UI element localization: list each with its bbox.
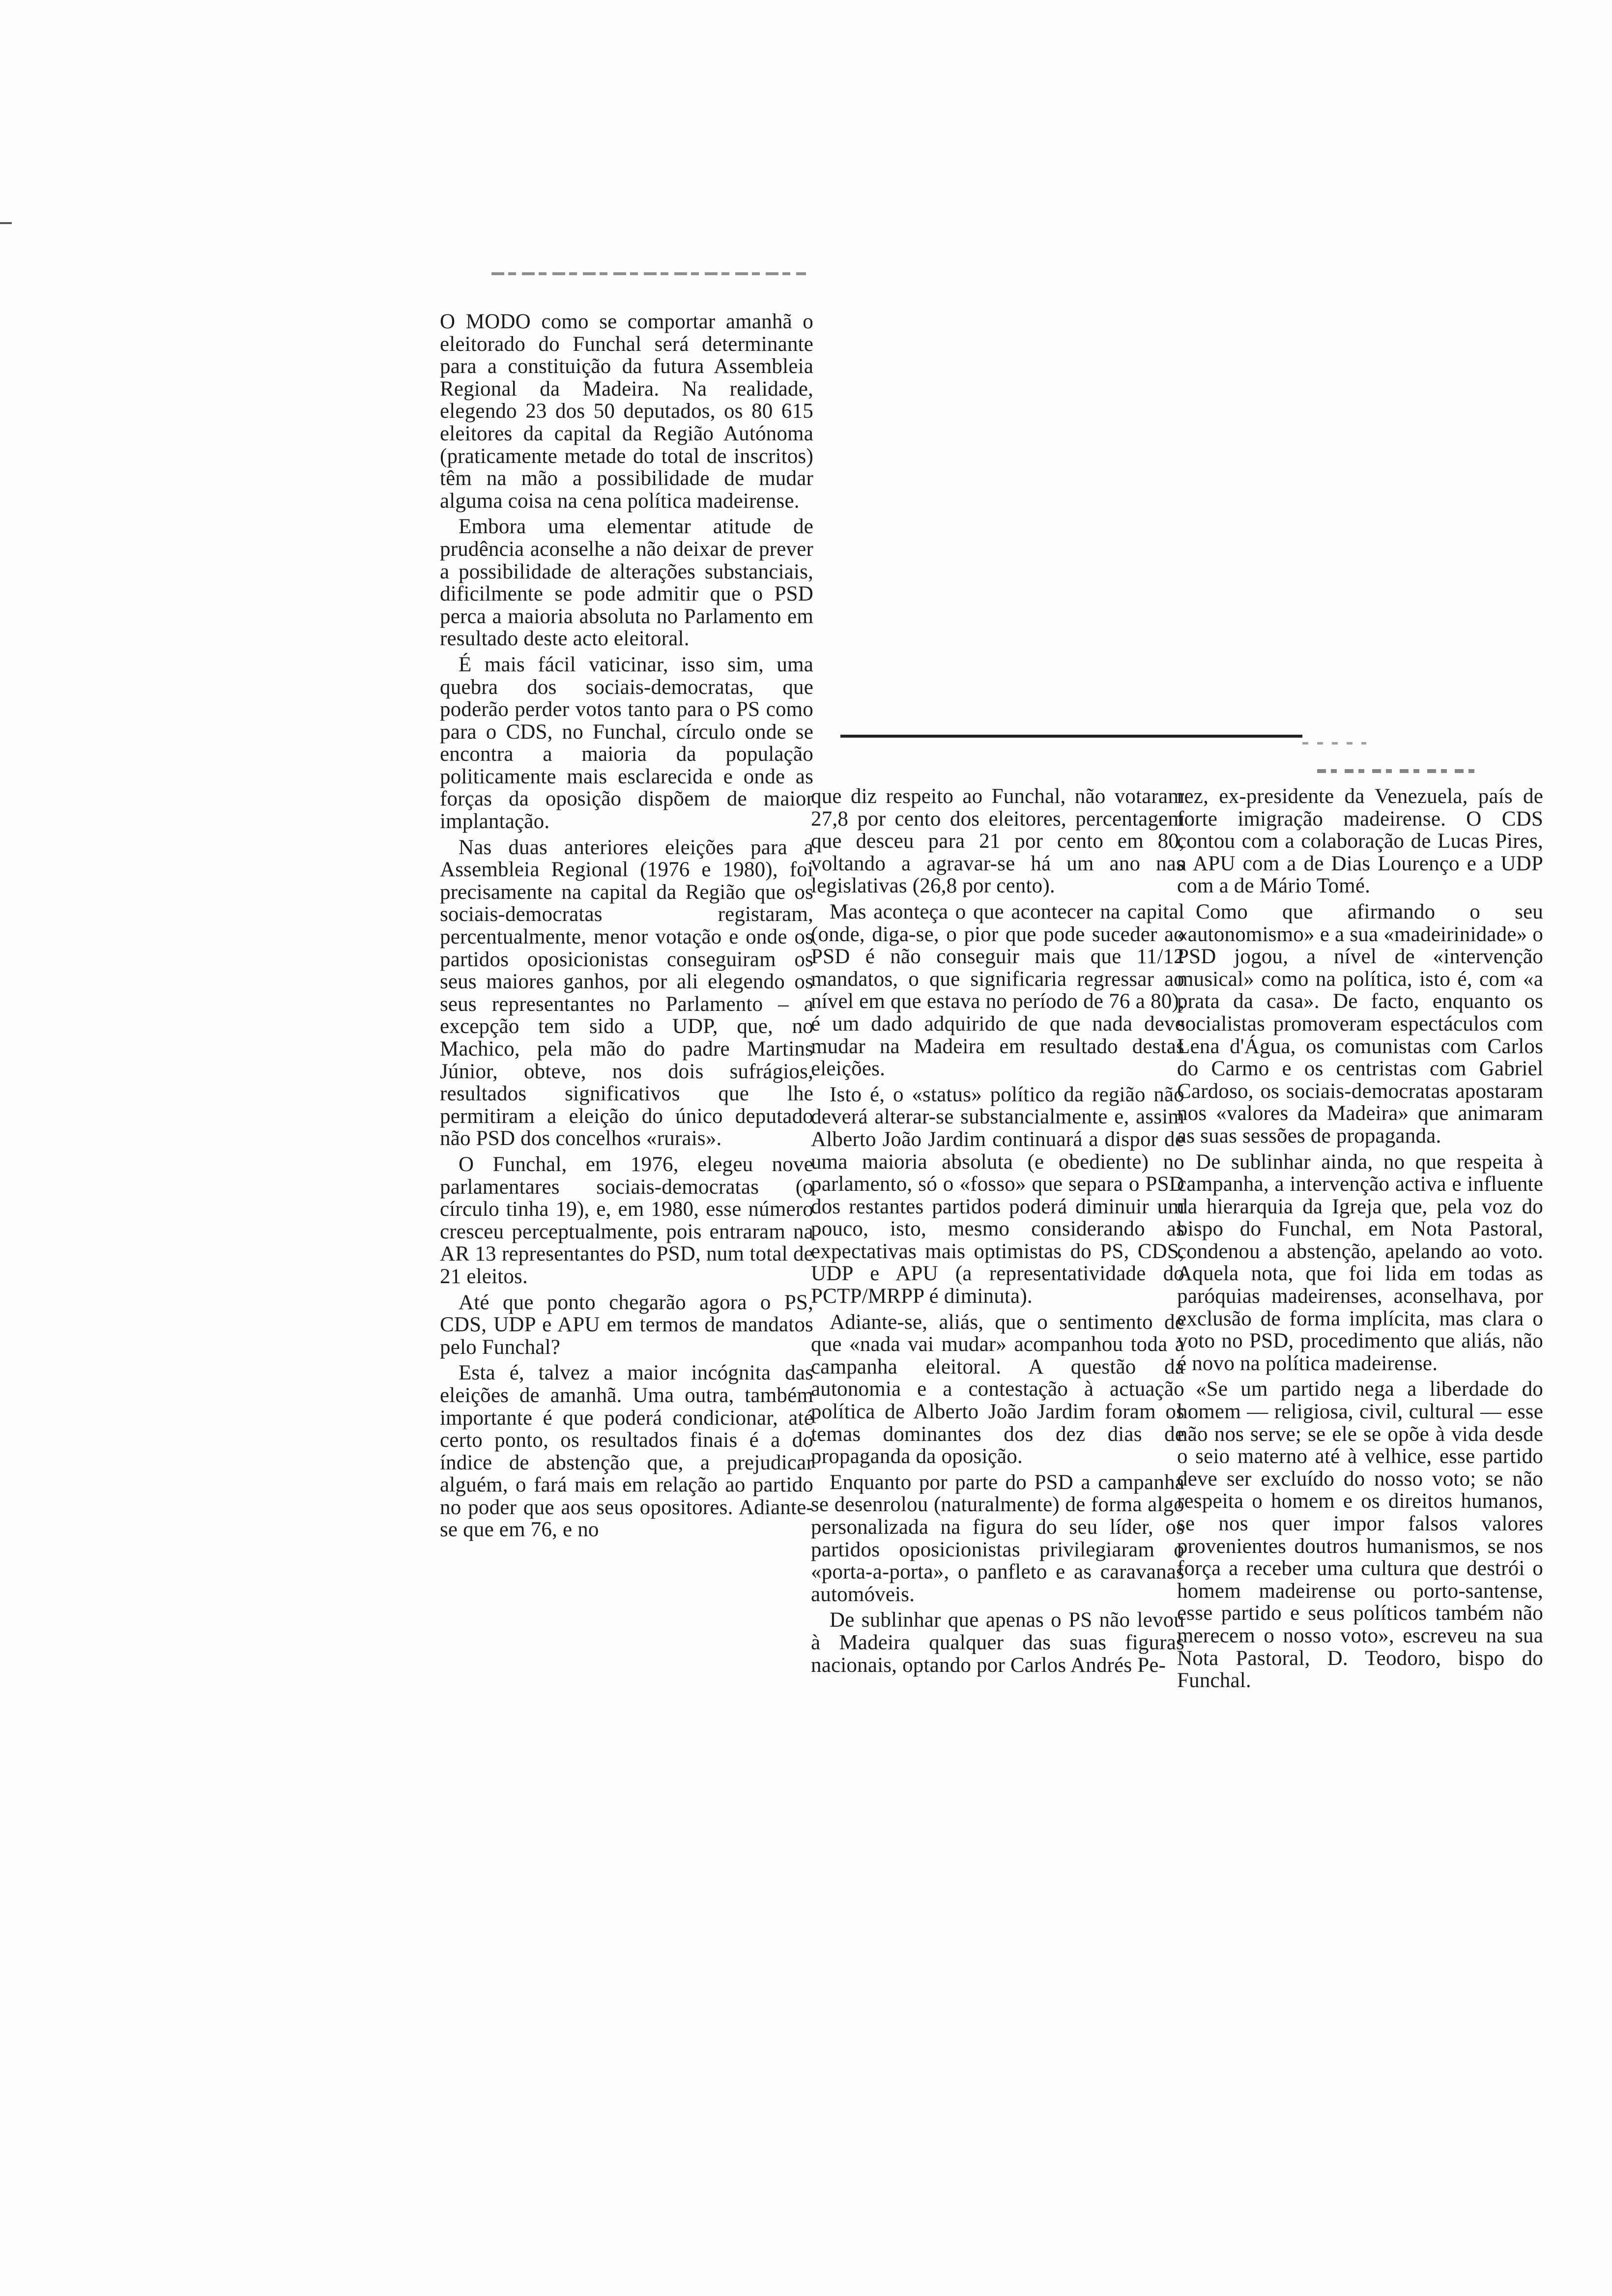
page-edge-mark — [0, 222, 12, 224]
paragraph: «Se um partido nega a liberdade do homem — religiosa, civil, cultural — esse não nos serve; se ele se opõe à vida desde o seio materno até à velhice, esse partido deve ser excluído do nosso voto; se não respeita o homem e os direitos humanos, se nos quer impor falsos valores provenientes doutros humanismos, se nos força a receber uma cultura que destrói o homem madeirense ou porto-santense, esse partido e seus políticos também não merecem o nosso voto», escreveu na sua Nota Pastoral, D. Teodoro, bispo do Funchal. — [1177, 1378, 1543, 1693]
column-divider-tail — [1302, 742, 1366, 745]
paragraph: É mais fácil vaticinar, isso sim, uma quebra dos sociais-democratas, que poderão perder votos tanto para o PS como para o CDS, no Funchal, círculo onde se encontra a maioria da população politicamente mais esclarecida e onde as forças da oposição dispõem de maior implantação. — [440, 653, 813, 833]
paragraph: Embora uma elementar atitude de prudência aconselhe a não deixar de prever a possibilidade de alterações substanciais, dificilmente se pode admitir que o PSD perca a maioria absoluta no Parlamento em resultado deste acto eleitoral. — [440, 515, 813, 651]
paragraph: Enquanto por parte do PSD a campanha se desenrolou (naturalmente) de forma algo personalizada na figura do seu líder, os partidos oposicionistas privilegiaram o «porta-a-porta», o panfleto e as caravanas automóveis. — [811, 1470, 1184, 1606]
paragraph: Adiante-se, aliás, que o sentimento de que «nada vai mudar» acompanhou toda a campanha eleitoral. A questão da autonomia e a contestação à actuação política de Alberto João Jardim foram os temas dominantes dos dez dias de propaganda da oposição. — [811, 1310, 1184, 1468]
paragraph: O MODO como se comportar amanhã o eleitorado do Funchal será determinante para a constituição da futura Assembleia Regional da Madeira. Na realidade, elegendo 23 dos 50 deputados, os 80 615 eleitores da capital da Região Autónoma (praticamente metade do total de inscritos) têm na mão a possibilidade de mudar alguma coisa na cena política madeirense. — [440, 310, 813, 513]
paragraph: Esta é, talvez a maior incógnita das eleições de amanhã. Uma outra, também importante é que poderá condicionar, até certo ponto, os resultados finais é a do índice de abstenção que, a prejudicar alguém, o fará mais em relação ao partido no poder que aos seus opositores. Adiante-se que em 76, e no — [440, 1361, 813, 1542]
paragraph: Como que afirmando o seu «autonomismo» e a sua «madeirinidade» o PSD jogou, a nível de «intervenção musical» como na política, isto é, com «a prata da casa». De facto, enquanto os socialistas promoveram espectáculos com Lena d'Água, os comunistas com Carlos do Carmo e os centristas com Gabriel Cardoso, os sociais-democratas apostaram nos «valores da Madeira» que animaram as suas sessões de propaganda. — [1177, 900, 1543, 1148]
column-divider-rule — [840, 735, 1302, 738]
paragraph: O Funchal, em 1976, elegeu nove parlamentares sociais-democratas (o círculo tinha 19), e, em 1980, esse número cresceu perceptualmente, pois entraram na AR 13 representantes do PSD, num total de 21 eleitos. — [440, 1152, 813, 1288]
paragraph: Até que ponto chegarão agora o PS, CDS, UDP e APU em termos de mandatos pelo Funchal? — [440, 1291, 813, 1359]
paragraph: rez, ex-presidente da Venezuela, país de forte imigração madeirense. O CDS contou com a colaboração de Lucas Pires, a APU com a de Dias Lourenço e a UDP com a de Mário Tomé. — [1177, 785, 1543, 898]
paragraph: Nas duas anteriores eleições para a Assembleia Regional (1976 e 1980), foi precisamente na capital da Região que os sociais-democratas registaram, percentualmente, menor votação e onde os partidos oposicionistas conseguiram os seus maiores ganhos, por ali elegendo os seus representantes no Parlamento – a excepção tem sido a UDP, que, no Machico, pela mão do padre Martins Júnior, obteve, nos dois sufrágios, resultados significativos que lhe permitiram a eleição do único deputado não PSD dos concelhos «rurais». — [440, 835, 813, 1150]
column-three-smudge — [1317, 769, 1474, 773]
column-top-smudge — [491, 272, 806, 275]
paragraph: Isto é, o «status» político da região não deverá alterar-se substancialmente e, assim Alberto João Jardim continuará a dispor de uma maioria absoluta (e obediente) no parlamento, só o «fosso» que separa o PSD dos restantes partidos poderá diminuir um pouco, isto, mesmo considerando as expectativas mais optimistas do PS, CDS, UDP e APU (a representatividade do PCTP/MRPP é diminuta). — [811, 1083, 1184, 1308]
paragraph: que diz respeito ao Funchal, não votaram 27,8 por cento dos eleitores, percentagem que desceu para 21 por cento em 80, voltando a agravar-se há um ano nas legislativas (26,8 por cento). — [811, 785, 1184, 898]
article-column-2 — [811, 785, 1184, 1676]
paragraph: De sublinhar ainda, no que respeita à campanha, a intervenção activa e influente da hierarquia da Igreja que, pela voz do bispo do Funchal, em Nota Pastoral, condenou a abstenção, apelando ao voto. Aquela nota, que foi lida em todas as paróquias madeirenses, aconselhava, por exclusão de forma implícita, mas clara o voto no PSD, procedimento que aliás, não é novo na política madeirense. — [1177, 1150, 1543, 1375]
paragraph: De sublinhar que apenas o PS não levou à Madeira qualquer das suas figuras nacionais, optando por Carlos Andrés Pe- — [811, 1608, 1184, 1677]
article-column-3 — [1177, 785, 1543, 1692]
paragraph: Mas aconteça o que acontecer na capital (onde, diga-se, o pior que pode suceder ao PSD é não conseguir mais que 11/12 mandatos, o que significaria regressar ao nível em que estava no período de 76 a 80), é um dado adquirido de que nada deve mudar na Madeira em resultado destas eleições. — [811, 900, 1184, 1081]
article-column-1 — [440, 311, 813, 1541]
